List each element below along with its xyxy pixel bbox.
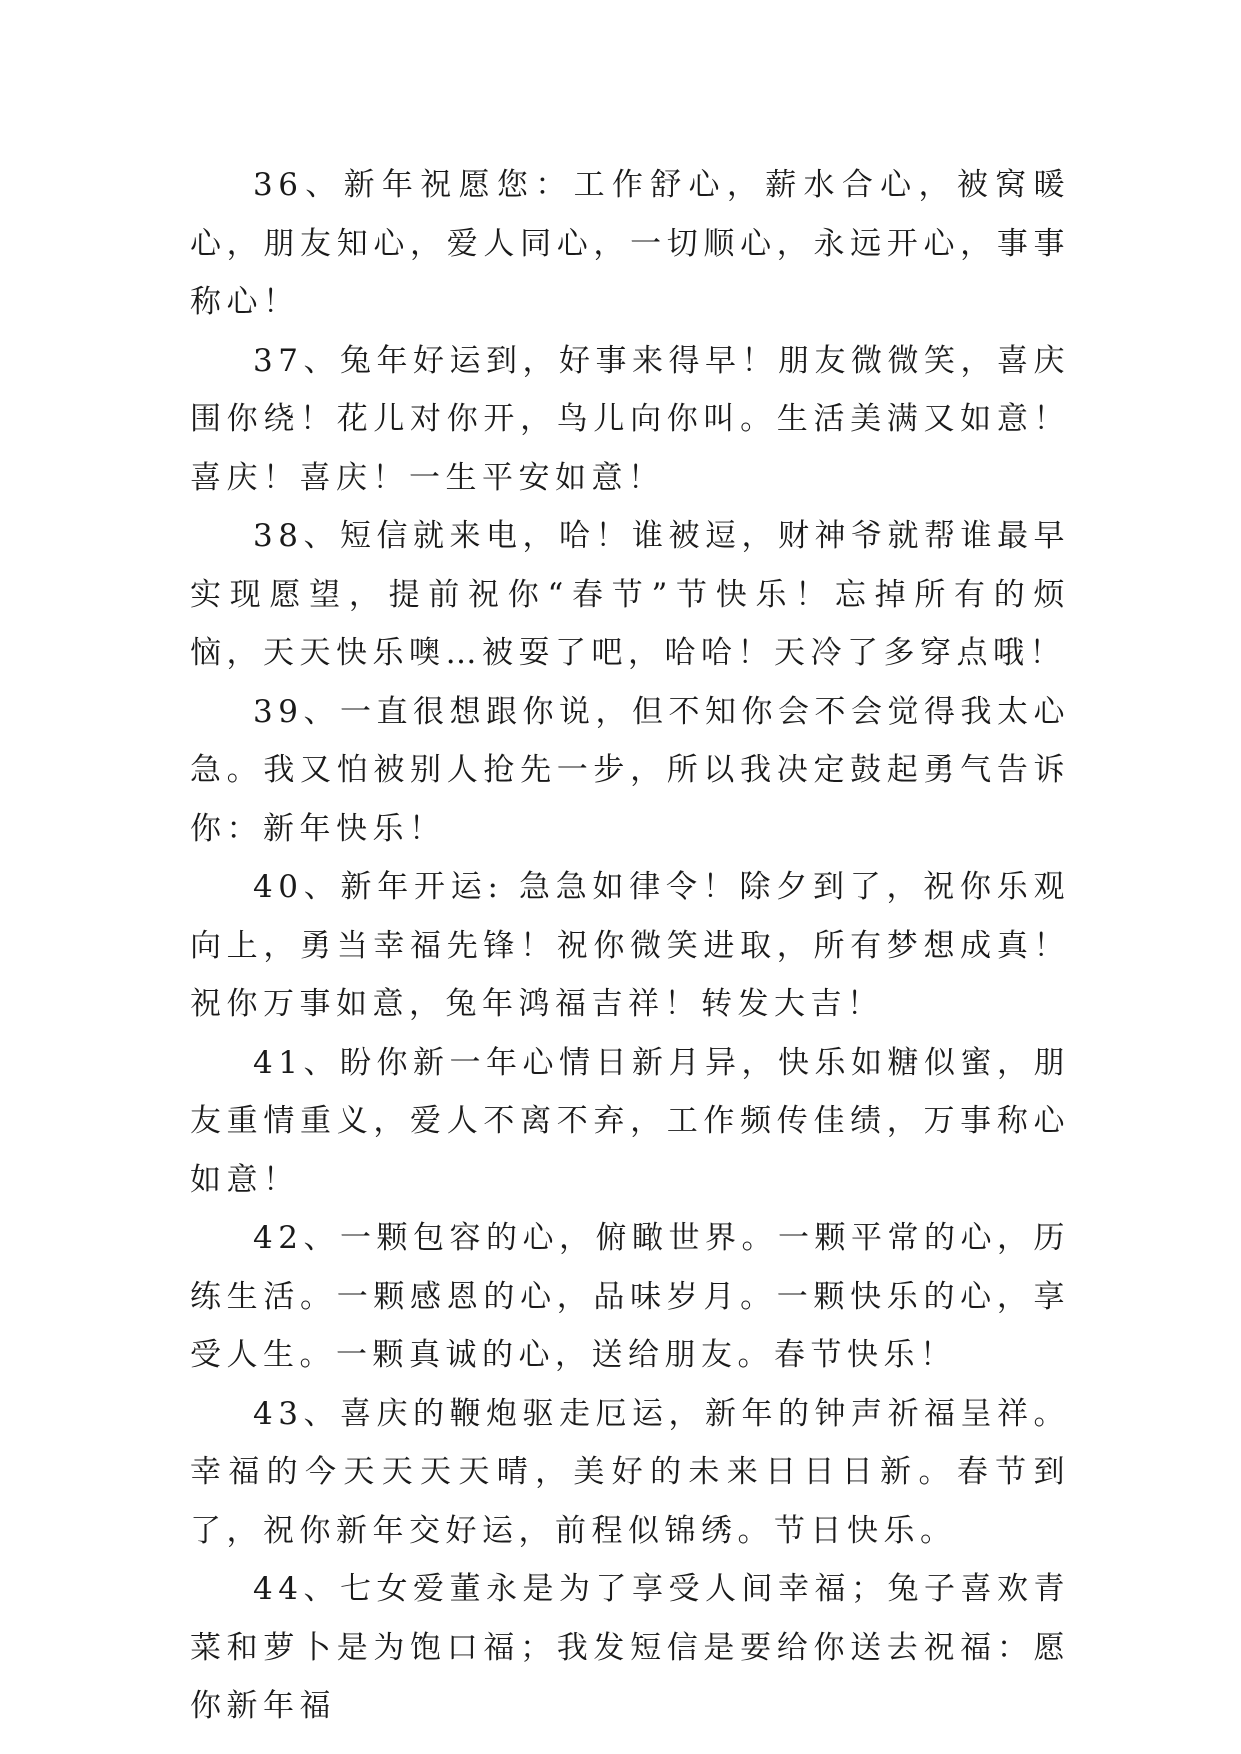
- paragraph-44: 44、七女爱董永是为了享受人间幸福；兔子喜欢青菜和萝卜是为饱口福；我发短信是要给你送去祝福：愿你新年福: [190, 1571, 1070, 1724]
- paragraph-41: 41、盼你新一年心情日新月异，快乐如糖似蜜，朋友重情重义，爱人不离不弃，工作频传佳绩，万事称心如意！: [190, 1044, 1070, 1198]
- paragraph-43: 43、喜庆的鞭炮驱走厄运，新年的钟声祈福呈祥。幸福的今天天天天晴，美好的未来日日日新。春节到了，祝你新年交好运，前程似锦绣。节日快乐。: [190, 1395, 1070, 1549]
- paragraph-37: 37、兔年好运到，好事来得早！朋友微微笑，喜庆围你绕！花儿对你开，鸟儿向你叫。生活美满又如意！喜庆！喜庆！一生平安如意！: [190, 342, 1070, 496]
- paragraph-38: 38、短信就来电，哈！谁被逗，财神爷就帮谁最早实现愿望，提前祝你“春节”节快乐！忘掉所有的烦恼，天天快乐噢…被耍了吧，哈哈！天冷了多穿点哦！: [190, 518, 1070, 671]
- document-body: [190, 156, 1070, 1736]
- paragraph-36: 36、新年祝愿您：工作舒心，薪水合心，被窝暖心，朋友知心，爱人同心，一切顺心，永远开心，事事称心！: [190, 167, 1070, 320]
- paragraph-40: 40、新年开运: 急急如律令！除夕到了，祝你乐观向上，勇当幸福先锋！祝你微笑进取，所有梦想成真！祝你万事如意，兔年鸿福吉祥！转发大吉！: [190, 869, 1070, 1022]
- paragraph-39: 39、一直很想跟你说，但不知你会不会觉得我太心急。我又怕被别人抢先一步，所以我决定鼓起勇气告诉你：新年快乐！: [190, 693, 1070, 847]
- paragraph-42: 42、一颗包容的心，俯瞰世界。一颗平常的心，历练生活。一颗感恩的心，品味岁月。一颗快乐的心，享受人生。一颗真诚的心，送给朋友。春节快乐！: [190, 1220, 1070, 1373]
